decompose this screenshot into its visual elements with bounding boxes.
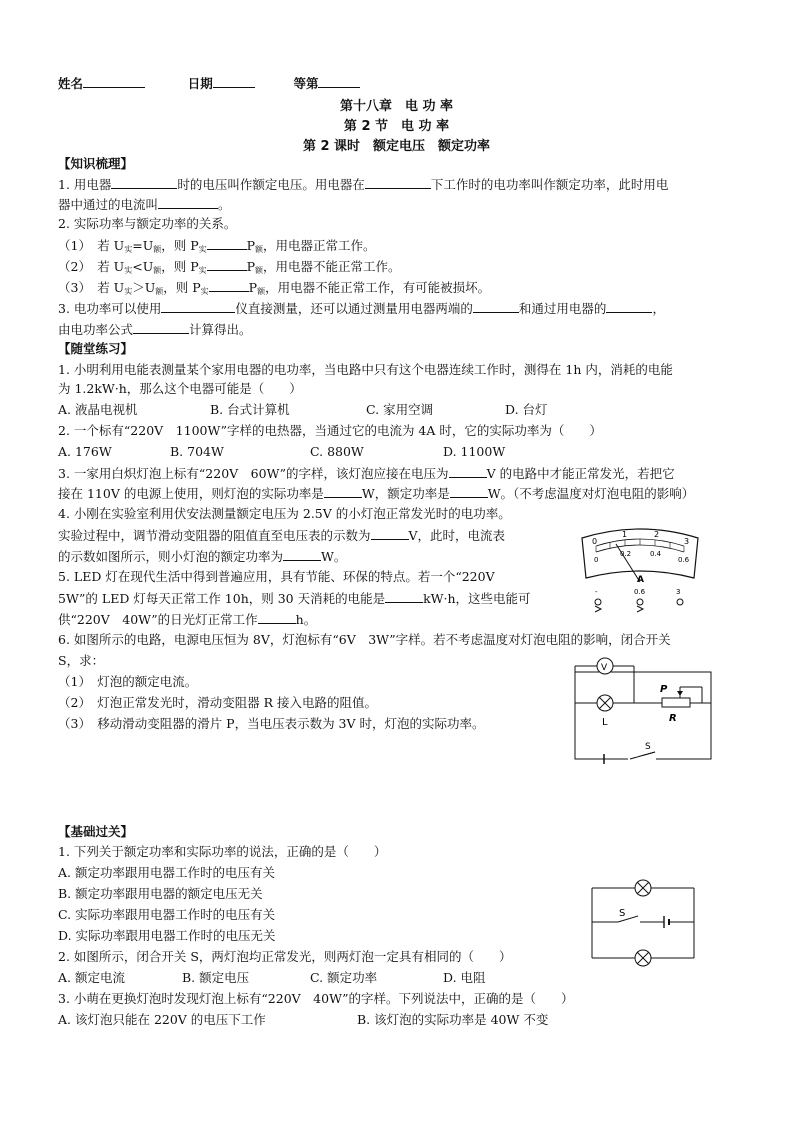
answer-blank[interactable] xyxy=(473,299,519,313)
rheostat-icon xyxy=(662,698,690,707)
slider-label: P xyxy=(660,684,668,695)
practice-q2: 2. 一个标有“220V 1100W”字样的电热器，当通过它的电流为 4A 时，它的实际功率为（ ） xyxy=(58,423,602,438)
knowledge-q3-line2: 由电功率公式 计算得出。 xyxy=(58,322,252,337)
terminal-label: 0.6 xyxy=(634,588,646,596)
knowledge-q2-3: （3） 若 $U_实>U_额$，则 $P_实$ $P_额$，用电器不能正常工作，有可能被损坏。 xyxy=(58,280,491,296)
top-tick: 0 xyxy=(592,537,598,546)
option-b[interactable]: B. 额定电压 xyxy=(182,970,250,985)
answer-blank[interactable] xyxy=(133,320,189,334)
practice-q5-line3: 供“220V 40W”的日光灯正常工作 h。 xyxy=(58,612,317,627)
chapter-title: 第十八章 电 功 率 xyxy=(339,99,454,114)
terminal-label: 3 xyxy=(676,588,681,596)
terminal-label: - xyxy=(595,588,598,596)
answer-blank[interactable] xyxy=(606,299,652,313)
practice-q6-part3: （3） 移动滑动变阻器的滑片 P，当电压表示数为 3V 时，灯泡的实际功率。 xyxy=(58,716,485,731)
section-title: 第 2 节 电 功 率 xyxy=(343,119,450,134)
answer-blank[interactable] xyxy=(207,236,247,250)
option-b[interactable]: B. 704W xyxy=(170,444,224,459)
option-a[interactable]: A. 该灯泡只能在 220V 的电压下工作 xyxy=(58,1012,266,1027)
date-field[interactable] xyxy=(213,74,255,88)
basic-q3: 3. 小萌在更换灯泡时发现灯泡上标有“220V 40W”的字样。下列说法中，正确的是（ ） xyxy=(58,991,574,1006)
answer-blank[interactable] xyxy=(450,484,488,498)
answer-blank[interactable] xyxy=(207,257,247,271)
name-label: 姓名 xyxy=(58,76,84,91)
top-tick: 2 xyxy=(654,530,660,539)
knowledge-q3-line1: 3. 电功率可以使用 仪直接测量，还可以通过测量用电器两端的 和通过用电器的 ， xyxy=(58,301,665,316)
knowledge-q1-line2: 器中通过的电流叫 。 xyxy=(58,197,231,212)
knowledge-q2: 2. 实际功率与额定功率的关系。 xyxy=(58,216,237,231)
option-a[interactable]: A. 额定功率跟用电器工作时的电压有关 xyxy=(58,865,275,880)
option-b[interactable]: B. 额定功率跟用电器的额定电压无关 xyxy=(58,886,263,901)
ammeter-unit: A xyxy=(637,575,644,585)
option-d[interactable]: D. 实际功率跟用电器工作时的电压无关 xyxy=(58,928,276,943)
answer-blank[interactable] xyxy=(324,484,362,498)
bottom-tick: 0.4 xyxy=(650,550,662,558)
switch-label: S xyxy=(619,908,626,919)
circuit-figure-2 xyxy=(588,874,700,970)
option-c[interactable]: C. 额定功率 xyxy=(310,970,378,985)
option-b[interactable]: B. 该灯泡的实际功率是 40W 不变 xyxy=(357,1012,549,1027)
practice-heading: 【随堂练习】 xyxy=(58,341,134,356)
lesson-title: 第 2 课时 额定电压 额定功率 xyxy=(302,139,491,154)
answer-blank[interactable] xyxy=(111,175,177,189)
option-d[interactable]: D. 1100W xyxy=(443,444,506,459)
practice-q4-line1: 4. 小刚在实验室利用伏安法测量额定电压为 2.5V 的小灯泡正常发光时的电功率。 xyxy=(58,506,511,521)
ammeter-figure xyxy=(574,520,714,620)
answer-blank[interactable] xyxy=(258,610,296,624)
option-b[interactable]: B. 台式计算机 xyxy=(210,402,290,417)
practice-q6-line1: 6. 如图所示的电路，电源电压恒为 8V，灯泡标有“6V 3W”字样。若不考虑温度对灯泡电阻的影响，闭合开关 xyxy=(58,632,671,647)
switch-label: S xyxy=(645,742,651,752)
bottom-tick: 0 xyxy=(594,556,599,564)
answer-blank[interactable] xyxy=(283,547,321,561)
answer-blank[interactable] xyxy=(161,299,235,313)
practice-q1-line1: 1. 小明利用电能表测量某个家用电器的电功率，当电路中只有这个电器连续工作时，测得在 1h 内，消耗的电能 xyxy=(58,362,673,377)
practice-q4-line2: 实验过程中，调节滑动变阻器的阻值直至电压表的示数为 V，此时，电流表 xyxy=(58,528,506,543)
bottom-tick: 0.2 xyxy=(620,550,632,558)
knowledge-q1-line1: 1. 用电器 时的电压叫作额定电压。用电器在 下工作时的电功率叫作额定功率，此时用电 xyxy=(58,177,669,192)
knowledge-heading: 【知识梳理】 xyxy=(58,156,134,171)
practice-q5-line2: 5W”的 LED 灯每天正常工作 10h，则 30 天消耗的电能是 kW·h，这些电能可 xyxy=(58,591,531,606)
basic-q2: 2. 如图所示，闭合开关 S，两灯泡均正常发光，则两灯泡一定具有相同的（ ） xyxy=(58,949,512,964)
option-d[interactable]: D. 台灯 xyxy=(505,402,548,417)
basic-heading: 【基础过关】 xyxy=(58,824,134,839)
bottom-tick: 0.6 xyxy=(678,556,690,564)
practice-q3-line1: 3. 一家用白炽灯泡上标有“220V 60W”的字样，该灯泡应接在电压为 V 的电路中才能正常发光，若把它 xyxy=(58,466,675,481)
circuit-figure-1 xyxy=(570,655,720,765)
option-c[interactable]: C. 880W xyxy=(310,444,364,459)
knowledge-q2-1: （1） 若 $U_实=U_额$，则 $P_实$ $P_额$，用电器正常工作。 xyxy=(58,238,376,254)
answer-blank[interactable] xyxy=(158,195,218,209)
practice-q1-line2: 为 1.2kW·h，那么这个电器可能是（ ） xyxy=(58,381,302,396)
option-a[interactable]: A. 176W xyxy=(58,444,112,459)
option-a[interactable]: A. 额定电流 xyxy=(58,970,125,985)
practice-q6-part2: （2） 灯泡正常发光时，滑动变阻器 R 接入电路的阻值。 xyxy=(58,695,378,710)
answer-blank[interactable] xyxy=(449,464,487,478)
name-field[interactable] xyxy=(83,74,145,88)
top-tick: 3 xyxy=(684,537,690,546)
answer-blank[interactable] xyxy=(385,589,423,603)
practice-q3-line2: 接在 110V 的电源上使用，则灯泡的实际功率是 W，额定功率是 W。（不考虑温度对灯泡电阻的影响） xyxy=(58,486,695,501)
practice-q6-part1: （1） 灯泡的额定电流。 xyxy=(58,674,198,689)
answer-blank[interactable] xyxy=(365,175,431,189)
grade-field[interactable] xyxy=(318,74,360,88)
practice-q4-line3: 的示数如图所示，则小灯泡的额定功率为 W。 xyxy=(58,549,347,564)
answer-blank[interactable] xyxy=(209,278,249,292)
resistor-label: R xyxy=(669,713,677,724)
option-a[interactable]: A. 液晶电视机 xyxy=(58,402,138,417)
option-c[interactable]: C. 实际功率跟用电器工作时的电压有关 xyxy=(58,907,276,922)
knowledge-q2-2: （2） 若 $U_实<U_额$，则 $P_实$ $P_额$，用电器不能正常工作。 xyxy=(58,259,401,275)
option-c[interactable]: C. 家用空调 xyxy=(366,402,434,417)
basic-q1: 1. 下列关于额定功率和实际功率的说法，正确的是（ ） xyxy=(58,844,387,859)
practice-q6-line2: S，求： xyxy=(58,653,105,668)
date-label: 日期 xyxy=(187,76,213,91)
top-tick: 1 xyxy=(622,530,628,539)
voltmeter-label: V xyxy=(601,663,608,673)
answer-blank[interactable] xyxy=(371,526,409,540)
practice-q5-line1: 5. LED 灯在现代生活中得到普遍应用，具有节能、环保的特点。若一个“220V xyxy=(58,569,495,584)
lamp-label: L xyxy=(602,717,608,728)
grade-label: 等第 xyxy=(293,76,319,91)
option-d[interactable]: D. 电阻 xyxy=(443,970,486,985)
header-fields xyxy=(58,74,360,93)
